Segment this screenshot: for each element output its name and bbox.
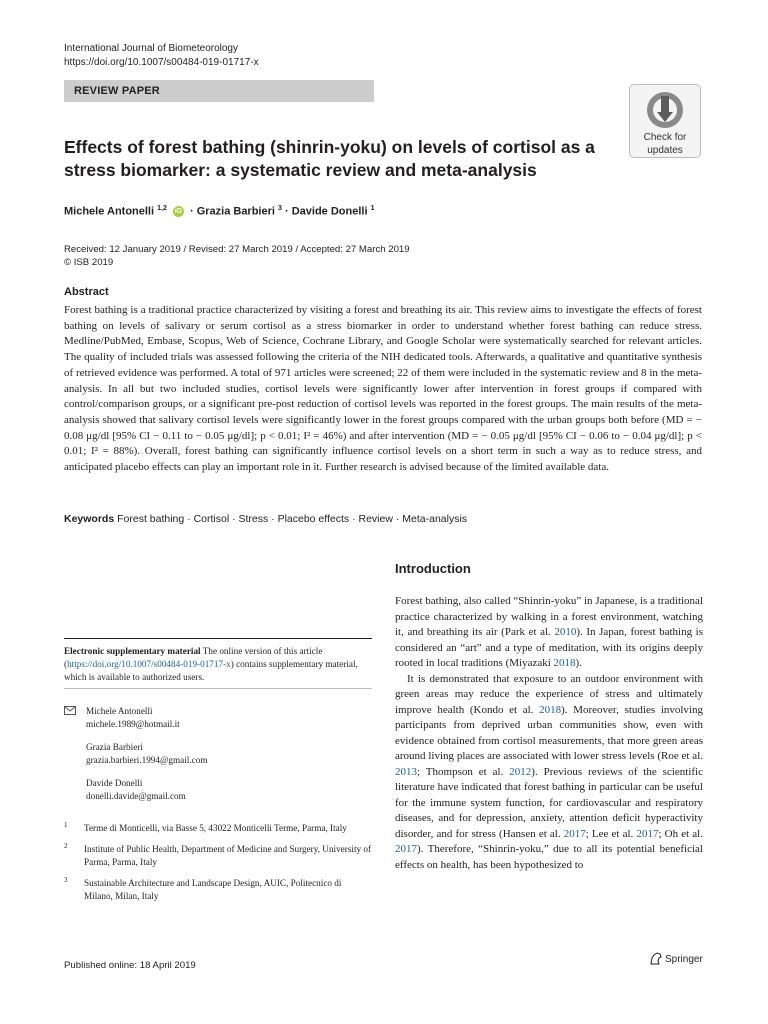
citation-link[interactable]: 2017 <box>636 827 659 840</box>
author-name[interactable]: Davide Donelli <box>291 205 368 218</box>
article-title: Effects of forest bathing (shinrin-yoku) on levels of cortisol as a stress biomarker: a systematic review and meta-analysis <box>64 137 595 180</box>
check-updates-line1: Check for <box>643 132 687 143</box>
keywords-label: Keywords <box>64 513 115 525</box>
journal-name: International Journal of Biometeorology <box>64 43 238 54</box>
intro-text-run: ; Lee et al. <box>585 827 637 840</box>
intro-paragraph-2 <box>395 672 703 874</box>
intro-text-run: Forest bathing, also called “Shinrin-yoku” in Japanese, is a traditional practice characterized by walking in a forest environment, watching it, and breathing its air (Park et al. <box>395 595 703 638</box>
contact-entry <box>64 777 372 803</box>
author-name[interactable]: Grazia Barbieri <box>196 205 275 218</box>
article-type-band <box>64 80 374 102</box>
publisher-logo[interactable] <box>649 952 703 965</box>
article-dates <box>64 243 410 269</box>
affiliation-entry <box>64 877 372 903</box>
affiliation-entry <box>64 843 372 869</box>
author-affil-sup: 1 <box>370 205 375 212</box>
footnote-rule <box>64 638 372 639</box>
esm-text: The online version of this article ( <box>64 646 323 669</box>
introduction-body <box>395 594 703 873</box>
contact-email[interactable]: grazia.barbieri.1994@gmail.com <box>86 755 208 765</box>
introduction-heading: Introduction <box>395 561 471 576</box>
check-for-updates-icon <box>645 90 685 130</box>
published-online-date: Published online: 18 April 2019 <box>64 960 196 971</box>
esm-link[interactable]: https://doi.org/10.1007/s00484-019-01717-x <box>67 659 231 669</box>
affiliation-number: 2 <box>64 842 68 850</box>
intro-text-run: ). In Japan, forest bathing is considered an “art” and a type of meditation, with its origins deeply rooted in local traditions (Miyazaki <box>395 626 703 669</box>
journal-header <box>64 42 259 70</box>
citation-link[interactable]: 2018 <box>539 703 562 716</box>
citation-link[interactable]: 2010 <box>554 626 577 638</box>
author-separator: · <box>281 205 292 218</box>
author-affil-sup: 3 <box>278 205 282 212</box>
contact-email[interactable]: donelli.davide@gmail.com <box>86 791 186 801</box>
affiliation-text: Sustainable Architecture and Landscape Design, AUIC, Politecnico di Milano, Milan, Italy <box>84 878 342 901</box>
esm-label: Electronic supplementary material <box>64 646 201 656</box>
contact-entry <box>64 705 372 731</box>
intro-text-run: ). Moreover, studies involving participants from deprived urban communities show, even with evidence obtained from cortisol measurements, that more green areas around living places are associated with lower stress levels (Roe et al. <box>395 703 703 762</box>
contact-entry <box>64 741 372 767</box>
esm-text: ) contains supplementary material, which is available to authorized users. <box>64 659 358 682</box>
journal-doi[interactable]: https://doi.org/10.1007/s00484-019-01717-x <box>64 57 259 68</box>
author-separator: · <box>186 205 197 218</box>
abstract-body: Forest bathing is a traditional practice characterized by visiting a forest and breathing its air. This review aims to investigate the effects of forest bathing on levels of salivary or serum cortisol as a stress biomarker in order to understand whether forest bathing can reduce stress. Medline/PubMed, Embase, Scopus, Web of Science, Cochrane Library, and Google Scholar were systematically searched for relevant articles. The quality of included trials was assessed following the criteria of the NIH dedicated tools. Afterwards, a qualitative and quantitative synthesis of retrieved evidence was performed. A total of 971 articles were screened; 22 of them were included in the systematic review and 8 in the meta-analysis. In all but two included studies, cortisol levels were significantly lower after intervention in forest groups if compared with control/comparison groups, or a significant pre-post reduction of cortisol levels was reported in the forest groups. The main results of the meta-analysis showed that salivary cortisol levels were significantly lower in the forest groups compared with the urban groups both before (MD = − 0.08 μg/dl [95% CI − 0.11 to − 0.05 μg/dl]; p < 0.01; I² = 46%) and after intervention (MD = − 0.05 μg/dl [95% CI − 0.06 to − 0.04 μg/dl]; p < 0.01; I² = 88%). Overall, forest bathing can significantly influence cortisol levels on a short term in such a way as to reduce stress, and anticipated placebo effects can play an important role in it. Further research is advised because of the limited available data. <box>64 304 702 474</box>
affiliation-number: 1 <box>64 821 68 829</box>
author-name[interactable]: Michele Antonelli <box>64 205 155 218</box>
contact-name: Davide Donelli <box>86 778 143 788</box>
citation-link[interactable]: 2017 <box>563 827 586 840</box>
article-type-label: REVIEW PAPER <box>74 85 160 97</box>
intro-text-run: ). Previous reviews of the scientific literature have indicated that forest bathing in particular can be useful for the immune system function, for cardiovascular and respiratory diseases, and for depression, anxiety, attention deficit hyperactivity disorder, and for stress (Hansen et al. <box>395 765 703 840</box>
affiliation-entry <box>64 822 372 835</box>
copyright-line: © ISB 2019 <box>64 257 114 268</box>
envelope-icon <box>64 706 76 715</box>
intro-text-run: It is demonstrated that exposure to an outdoor environment with green areas may reduce the experience of stress and ultimately improve health (Kondo et al. <box>395 672 703 716</box>
affiliation-list <box>64 822 372 911</box>
affiliation-text: Institute of Public Health, Department of Medicine and Surgery, University of Parma, Parma, Italy <box>84 844 372 867</box>
intro-text-run: ). Therefore, “Shinrin-yoku,” due to all its potential beneficial effects on health, has been hypothesized to <box>395 843 703 871</box>
check-updates-line2: updates <box>647 145 683 156</box>
keywords-line <box>64 513 467 525</box>
intro-paragraph-1 <box>395 594 703 672</box>
supplementary-material-note <box>64 645 372 684</box>
contact-list <box>64 705 372 813</box>
intro-text-run: ; Oh et al. <box>658 827 703 840</box>
contact-email[interactable]: michele.1989@hotmail.it <box>86 719 180 729</box>
contact-name: Michele Antonelli <box>86 706 153 716</box>
footnote-divider <box>64 688 372 689</box>
intro-text-run: ; Thompson et al. <box>417 765 510 778</box>
citation-link[interactable]: 2012 <box>509 765 532 778</box>
check-for-updates-badge[interactable] <box>629 84 701 158</box>
affiliation-text: Terme di Monticelli, via Basse 5, 43022 Monticelli Terme, Parma, Italy <box>84 823 347 833</box>
intro-text-run: ). <box>575 657 582 669</box>
publisher-name: Springer <box>665 954 703 965</box>
springer-horse-icon <box>649 952 663 965</box>
orcid-icon[interactable]: iD <box>174 208 182 216</box>
affiliation-number: 3 <box>64 876 68 884</box>
citation-link[interactable]: 2013 <box>395 765 417 778</box>
author-affil-sup: 1,2 <box>157 205 167 212</box>
citation-link[interactable]: 2017 <box>395 843 417 855</box>
contact-name: Grazia Barbieri <box>86 742 143 752</box>
keywords-list: Forest bathing · Cortisol · Stress · Placebo effects · Review · Meta-analysis <box>117 513 468 525</box>
received-dates: Received: 12 January 2019 / Revised: 27 March 2019 / Accepted: 27 March 2019 <box>64 244 410 255</box>
author-list <box>64 205 374 218</box>
abstract-heading: Abstract <box>64 286 109 298</box>
citation-link[interactable]: 2018 <box>553 657 576 669</box>
